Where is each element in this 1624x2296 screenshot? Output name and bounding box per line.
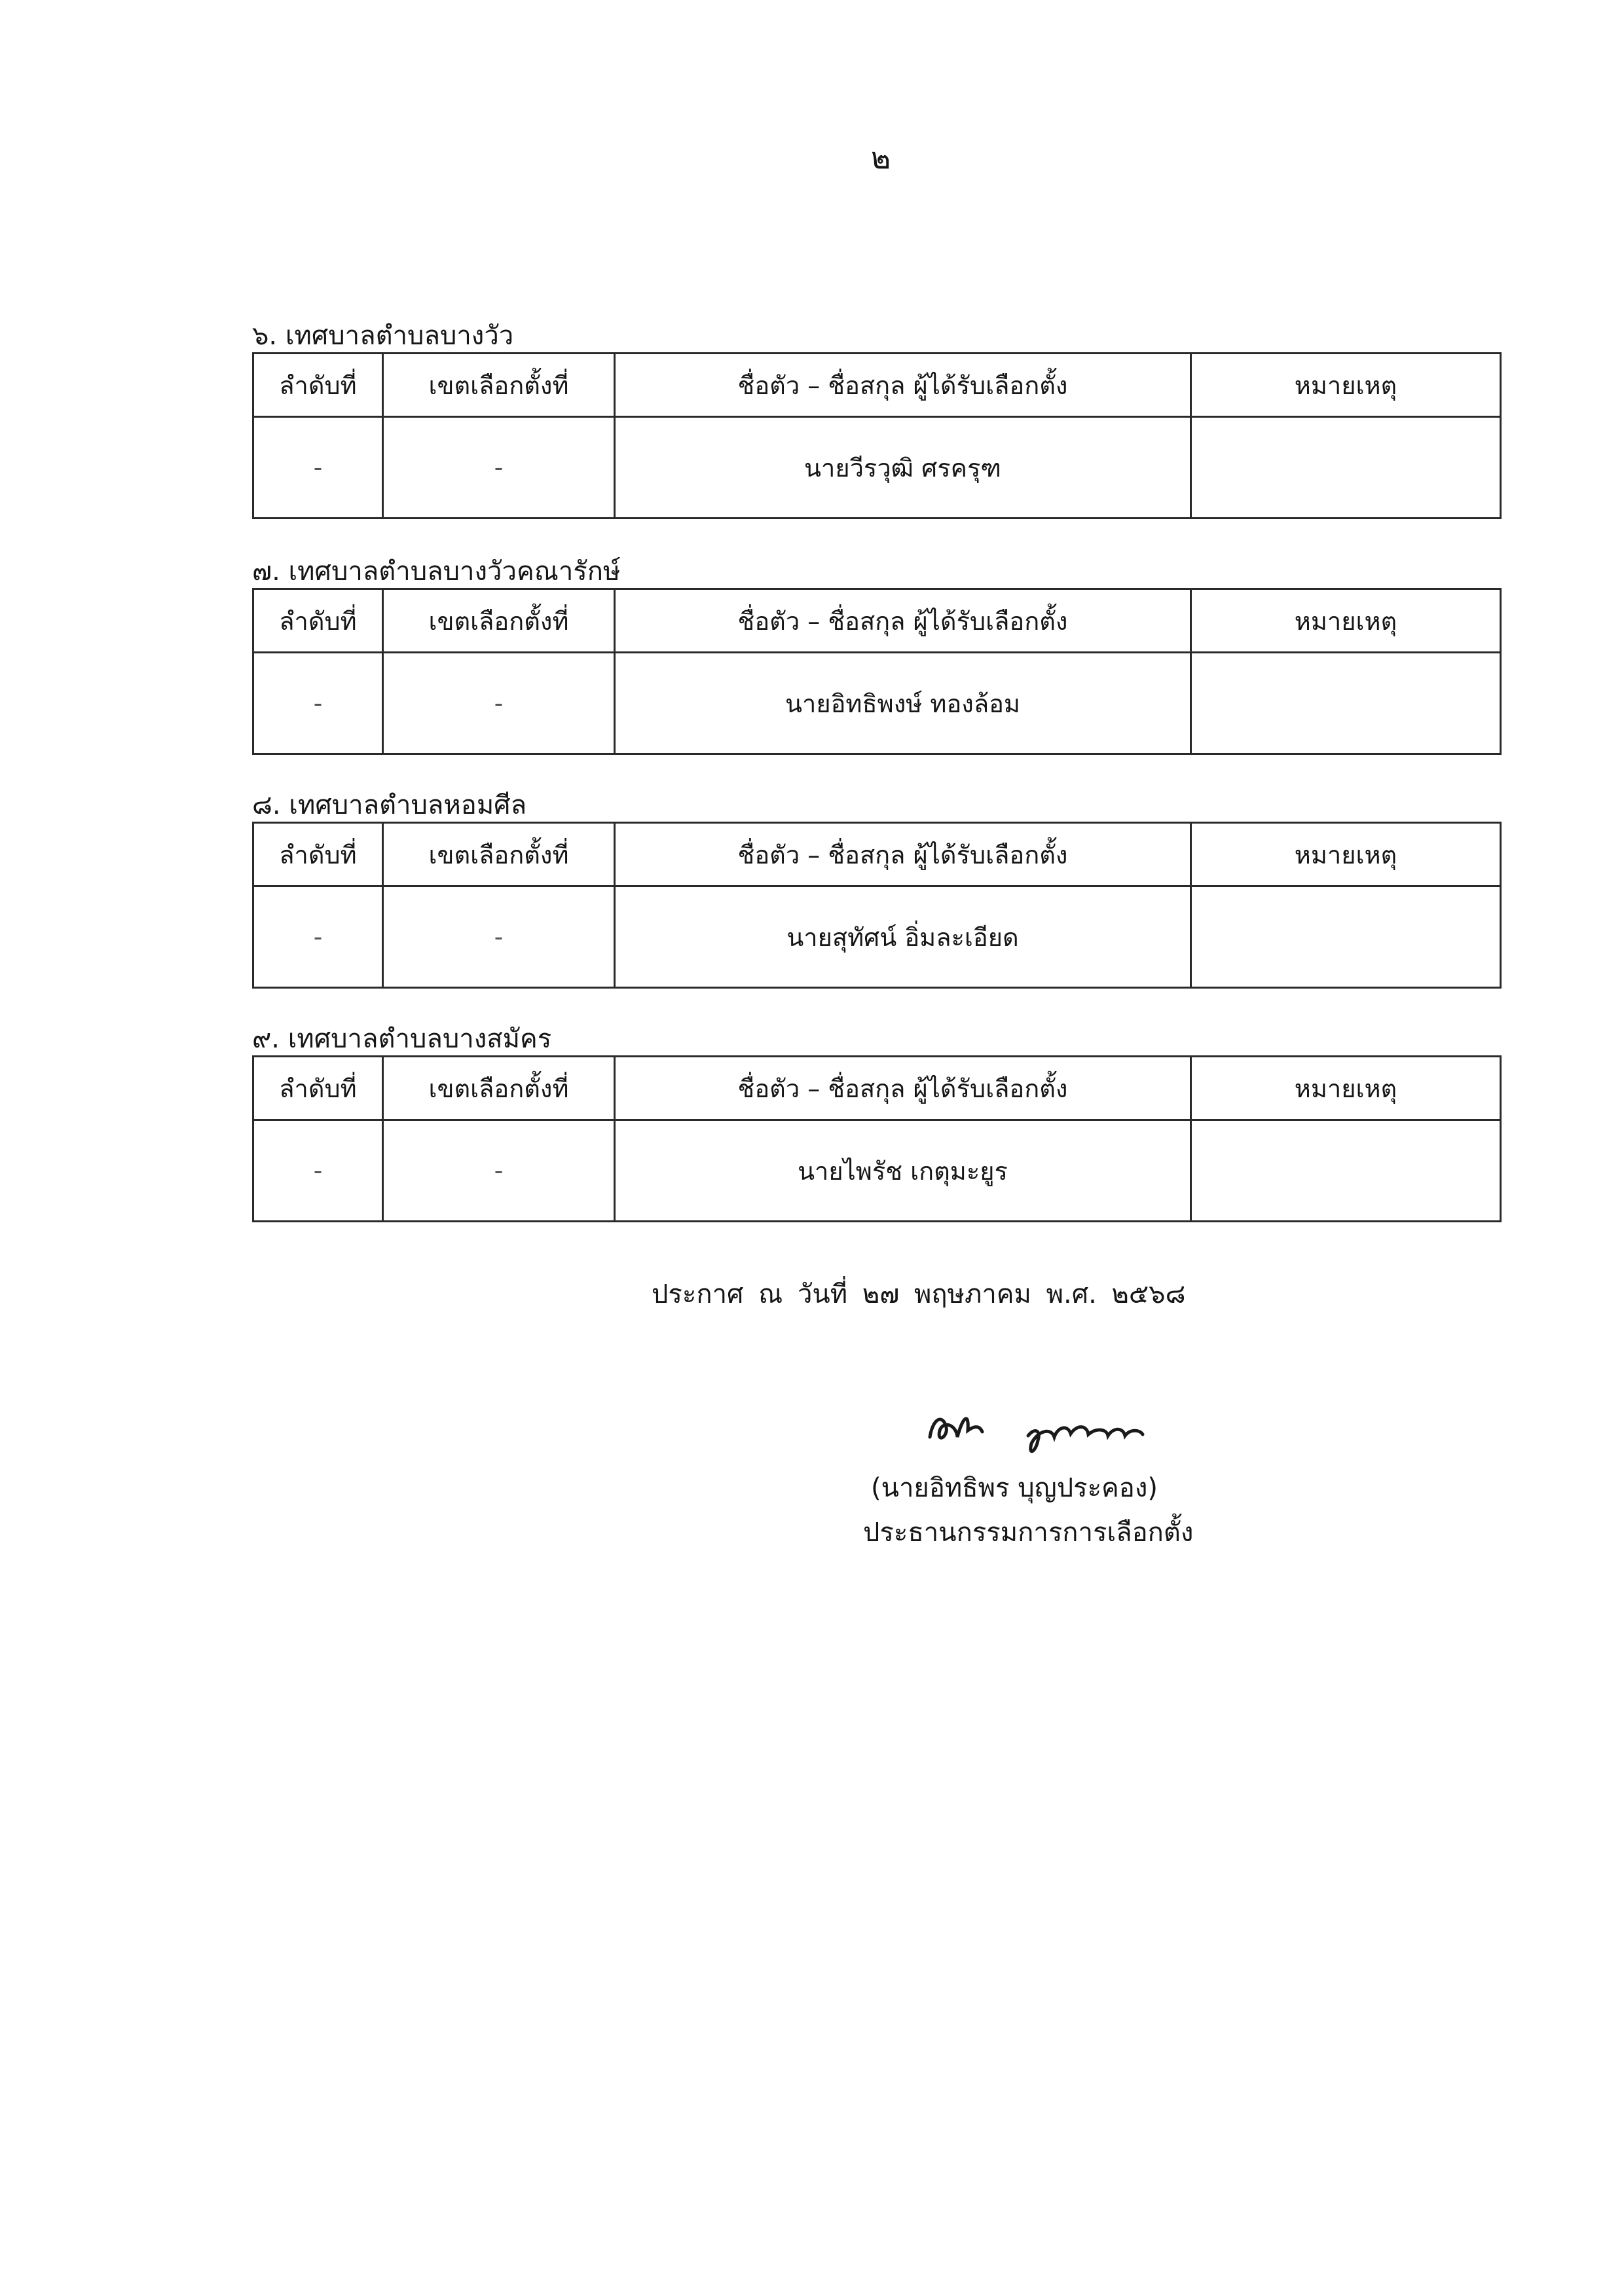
signer-name: (นายอิทธิพร บุญประคอง) (871, 1473, 1158, 1503)
header-name: ชื่อตัว – ชื่อสกุล ผู้ได้รับเลือกตั้ง (615, 354, 1191, 417)
table-row (253, 417, 1501, 519)
section-title: ๙. เทศบาลตำบลบางสมัคร (252, 1024, 552, 1054)
table-header-row (253, 823, 1501, 886)
header-order: ลำดับที่ (253, 1057, 383, 1120)
section-bang-wua (252, 319, 1503, 519)
cell-district: - (383, 886, 615, 988)
cell-order: - (253, 417, 383, 519)
header-name: ชื่อตัว – ชื่อสกุล ผู้ได้รับเลือกตั้ง (615, 1057, 1191, 1120)
header-district: เขตเลือกตั้งที่ (383, 354, 615, 417)
result-table (252, 1055, 1502, 1222)
header-remark: หมายเหตุ (1191, 354, 1501, 417)
cell-remark (1191, 653, 1501, 754)
cell-order: - (253, 1120, 383, 1222)
header-name: ชื่อตัว – ชื่อสกุล ผู้ได้รับเลือกตั้ง (615, 823, 1191, 886)
cell-remark (1191, 417, 1501, 519)
cell-district: - (383, 417, 615, 519)
cell-name: นายสุทัศน์ อิ่มละเอียด (615, 886, 1191, 988)
cell-name: นายวีรวุฒิ ศรครุฑ (615, 417, 1191, 519)
cell-name: นายอิทธิพงษ์ ทองล้อม (615, 653, 1191, 754)
header-name: ชื่อตัว – ชื่อสกุล ผู้ได้รับเลือกตั้ง (615, 589, 1191, 653)
header-order: ลำดับที่ (253, 354, 383, 417)
header-remark: หมายเหตุ (1191, 823, 1501, 886)
header-order: ลำดับที่ (253, 823, 383, 886)
section-bang-wua-khanarak (252, 555, 1503, 755)
result-table (252, 822, 1502, 989)
table-row (253, 1120, 1501, 1222)
cell-name: นายไพรัช เกตุมะยูร (615, 1120, 1191, 1222)
table-header-row (253, 589, 1501, 653)
table-header-row (253, 1057, 1501, 1120)
signature (917, 1391, 1198, 1463)
section-title: ๖. เทศบาลตำบลบางวัว (252, 321, 514, 351)
signer-title: ประธานกรรมการการเลือกตั้ง (863, 1518, 1194, 1548)
table-row (253, 653, 1501, 754)
page-number: ๒ (870, 140, 891, 175)
cell-remark (1191, 886, 1501, 988)
table-header-row (253, 354, 1501, 417)
section-bang-samak (252, 1023, 1503, 1222)
header-remark: หมายเหตุ (1191, 1057, 1501, 1120)
header-order: ลำดับที่ (253, 589, 383, 653)
table-row (253, 886, 1501, 988)
header-remark: หมายเหตุ (1191, 589, 1501, 653)
cell-order: - (253, 653, 383, 754)
header-district: เขตเลือกตั้งที่ (383, 823, 615, 886)
header-district: เขตเลือกตั้งที่ (383, 1057, 615, 1120)
result-table (252, 352, 1502, 519)
cell-district: - (383, 653, 615, 754)
section-title: ๘. เทศบาลตำบลหอมศีล (252, 790, 527, 820)
section-hom-sin (252, 789, 1503, 989)
cell-order: - (253, 886, 383, 988)
header-district: เขตเลือกตั้งที่ (383, 589, 615, 653)
result-table (252, 588, 1502, 755)
announcement-date: ประกาศ ณ วันที่ ๒๗ พฤษภาคม พ.ศ. ๒๕๖๘ (652, 1279, 1186, 1309)
cell-remark (1191, 1120, 1501, 1222)
cell-district: - (383, 1120, 615, 1222)
section-title: ๗. เทศบาลตำบลบางวัวคณารักษ์ (252, 556, 621, 587)
